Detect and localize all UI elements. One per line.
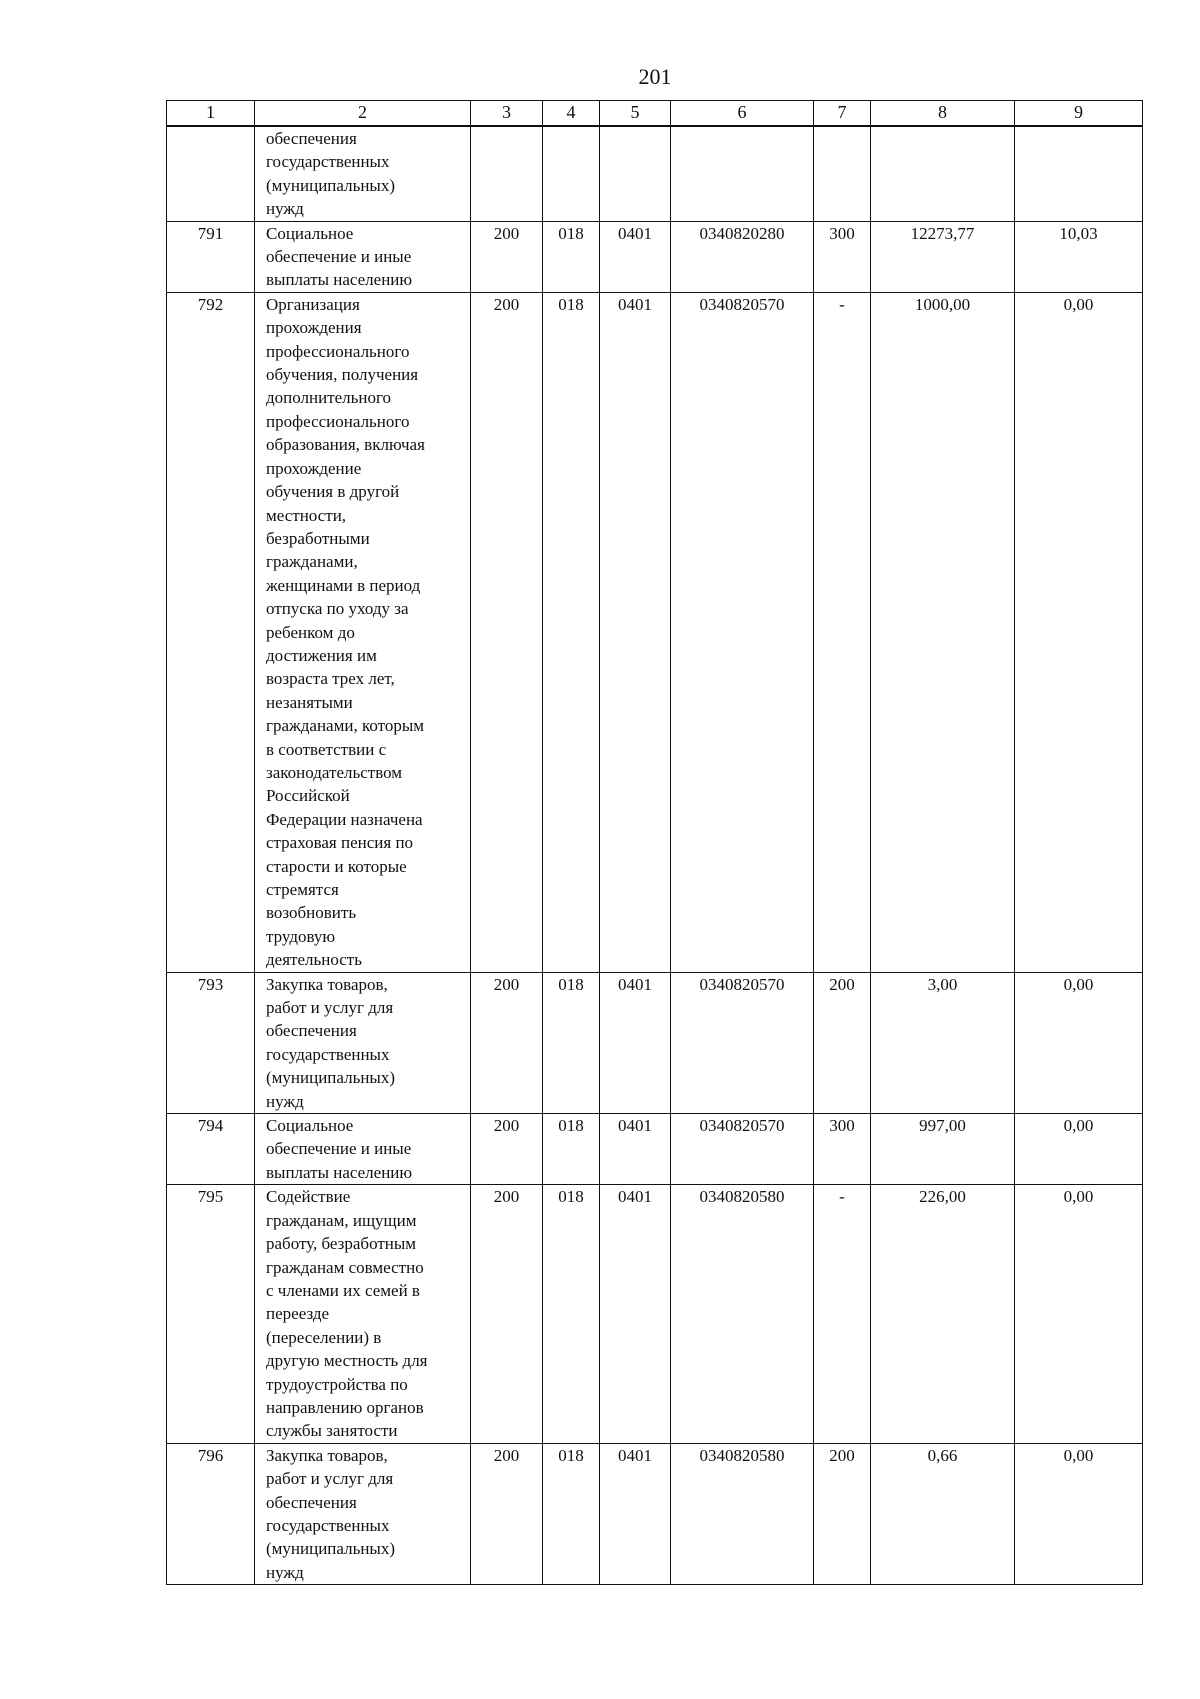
cell-col-8: 12273,77 [871, 221, 1015, 292]
cell-col-9: 0,00 [1015, 1443, 1143, 1584]
name-line: возраста трех лет, [266, 669, 395, 689]
cell-col-6: 0340820570 [671, 1114, 814, 1185]
name-line: с членами их семей в [266, 1280, 420, 1300]
name-line: Закупка товаров, [266, 974, 388, 994]
row-number-cell: 794 [167, 1114, 255, 1185]
cell-col-5: 0401 [600, 292, 671, 972]
name-line: прохождения [266, 318, 362, 338]
name-line: обеспечение и иные [266, 247, 412, 267]
name-line: образования, включая [266, 435, 425, 455]
row-name-cell [255, 972, 471, 1113]
cell-col-4: 018 [543, 221, 600, 292]
header-row [167, 101, 1143, 127]
column-header-5: 5 [600, 101, 671, 127]
name-line: выплаты населению [266, 270, 413, 290]
row-number-cell: 791 [167, 221, 255, 292]
table-row [167, 292, 1143, 972]
cell-col-8: 0,66 [871, 1443, 1015, 1584]
row-name-cell [255, 126, 471, 221]
row-name-cell [255, 292, 471, 972]
name-line: Социальное [266, 223, 354, 243]
name-line: обеспечения [266, 1021, 357, 1041]
column-header-6: 6 [671, 101, 814, 127]
table-row [167, 126, 1143, 221]
name-line: обеспечение и иные [266, 1139, 412, 1159]
name-line: (муниципальных) [266, 1539, 396, 1559]
name-line: старости и которые [266, 856, 407, 876]
column-header-4: 4 [543, 101, 600, 127]
name-line: местности, [266, 505, 347, 525]
cell-col-7: 200 [814, 972, 871, 1113]
name-line: нужд [266, 199, 304, 219]
name-line: государственных [266, 1515, 390, 1535]
name-line: обучения в другой [266, 482, 400, 502]
cell-col-9: 0,00 [1015, 972, 1143, 1113]
row-number-cell: 792 [167, 292, 255, 972]
name-line: безработными [266, 528, 370, 548]
cell-col-9: 10,03 [1015, 221, 1143, 292]
name-line: гражданами, которым [266, 716, 425, 736]
cell-col-8: 997,00 [871, 1114, 1015, 1185]
name-line: в соответствии с [266, 739, 387, 759]
row-name-cell [255, 1185, 471, 1443]
cell-col-3 [471, 126, 543, 221]
column-header-2: 2 [255, 101, 471, 127]
name-line: законодательством [266, 762, 403, 782]
cell-col-6 [671, 126, 814, 221]
name-line: женщинами в период [266, 575, 421, 595]
name-line: службы занятости [266, 1421, 398, 1441]
cell-col-4: 018 [543, 1443, 600, 1584]
table-row [167, 1443, 1143, 1584]
name-line: страховая пенсия по [266, 833, 414, 853]
cell-col-5: 0401 [600, 1185, 671, 1443]
column-header-7: 7 [814, 101, 871, 127]
name-line: гражданам совместно [266, 1257, 424, 1277]
table-row [167, 972, 1143, 1113]
name-line: незанятыми [266, 692, 353, 712]
name-line: работу, безработным [266, 1234, 417, 1254]
name-line: стремятся [266, 880, 339, 899]
cell-col-3: 200 [471, 1185, 543, 1443]
row-name-cell [255, 1443, 471, 1584]
name-line: Закупка товаров, [266, 1445, 388, 1465]
name-line: государственных [266, 152, 390, 172]
cell-col-6: 0340820570 [671, 292, 814, 972]
cell-col-6: 0340820580 [671, 1185, 814, 1443]
name-line: обеспечения [266, 1492, 357, 1512]
cell-col-3: 200 [471, 972, 543, 1113]
cell-col-3: 200 [471, 1114, 543, 1185]
cell-col-6: 0340820280 [671, 221, 814, 292]
name-line: Федерации назначена [266, 809, 423, 829]
name-line: нужд [266, 1562, 304, 1582]
cell-col-8: 3,00 [871, 972, 1015, 1113]
name-line: трудоустройства по [266, 1374, 408, 1394]
cell-col-5: 0401 [600, 972, 671, 1113]
cell-col-3: 200 [471, 292, 543, 972]
table-header [167, 101, 1143, 127]
cell-col-3: 200 [471, 221, 543, 292]
name-line: обучения, получения [266, 365, 419, 385]
table-row [167, 1114, 1143, 1185]
name-line: направлению органов [266, 1397, 424, 1417]
row-name-cell [255, 1114, 471, 1185]
name-line: (муниципальных) [266, 1068, 396, 1088]
row-number-cell: 793 [167, 972, 255, 1113]
name-line: Содействие [266, 1187, 351, 1207]
name-line: гражданами, [266, 552, 358, 572]
cell-col-4 [543, 126, 600, 221]
name-line: возобновить [266, 903, 357, 923]
name-line: нужд [266, 1091, 304, 1111]
cell-col-8: 1000,00 [871, 292, 1015, 972]
name-line: достижения им [266, 645, 377, 665]
cell-col-9: 0,00 [1015, 1185, 1143, 1443]
cell-col-5: 0401 [600, 221, 671, 292]
cell-col-4: 018 [543, 972, 600, 1113]
name-line: Организация [266, 294, 360, 314]
cell-col-9 [1015, 126, 1143, 221]
cell-col-9: 0,00 [1015, 1114, 1143, 1185]
cell-col-7 [814, 126, 871, 221]
cell-col-7: 300 [814, 221, 871, 292]
column-header-1: 1 [167, 101, 255, 127]
cell-col-9: 0,00 [1015, 292, 1143, 972]
cell-col-5: 0401 [600, 1114, 671, 1185]
row-name-cell [255, 221, 471, 292]
name-line: выплаты населению [266, 1162, 413, 1182]
name-line: (муниципальных) [266, 175, 396, 195]
name-line: профессионального [266, 341, 410, 361]
row-number-cell [167, 126, 255, 221]
cell-col-6: 0340820580 [671, 1443, 814, 1584]
name-line: трудовую [266, 926, 336, 946]
cell-col-8 [871, 126, 1015, 221]
name-line: Российской [266, 786, 350, 806]
cell-col-7: - [814, 292, 871, 972]
cell-col-5 [600, 126, 671, 221]
name-line: обеспечения [266, 129, 357, 148]
cell-col-4: 018 [543, 292, 600, 972]
cell-col-6: 0340820570 [671, 972, 814, 1113]
table-row [167, 221, 1143, 292]
name-line: другую местность для [266, 1351, 428, 1371]
name-line: работ и услуг для [266, 1469, 394, 1489]
row-number-cell: 795 [167, 1185, 255, 1443]
cell-col-4: 018 [543, 1114, 600, 1185]
name-line: государственных [266, 1044, 390, 1064]
cell-col-5: 0401 [600, 1443, 671, 1584]
name-line: дополнительного [266, 388, 392, 408]
table-row [167, 1185, 1143, 1443]
cell-col-3: 200 [471, 1443, 543, 1584]
column-header-8: 8 [871, 101, 1015, 127]
cell-col-8: 226,00 [871, 1185, 1015, 1443]
column-header-3: 3 [471, 101, 543, 127]
name-line: деятельность [266, 950, 362, 970]
cell-col-7: - [814, 1185, 871, 1443]
name-line: переезде [266, 1304, 330, 1324]
name-line: (переселении) в [266, 1327, 382, 1347]
name-line: отпуска по уходу за [266, 599, 409, 619]
cell-col-7: 200 [814, 1443, 871, 1584]
table-body [167, 126, 1143, 1585]
row-number-cell: 796 [167, 1443, 255, 1584]
name-line: гражданам, ищущим [266, 1210, 417, 1230]
name-line: Социальное [266, 1116, 354, 1136]
cell-col-7: 300 [814, 1114, 871, 1185]
budget-table [166, 100, 1143, 1585]
name-line: работ и услуг для [266, 998, 394, 1018]
name-line: ребенком до [266, 622, 355, 642]
name-line: прохождение [266, 458, 362, 478]
cell-col-4: 018 [543, 1185, 600, 1443]
column-header-9: 9 [1015, 101, 1143, 127]
name-line: профессионального [266, 411, 410, 431]
page-number: 201 [638, 64, 672, 89]
